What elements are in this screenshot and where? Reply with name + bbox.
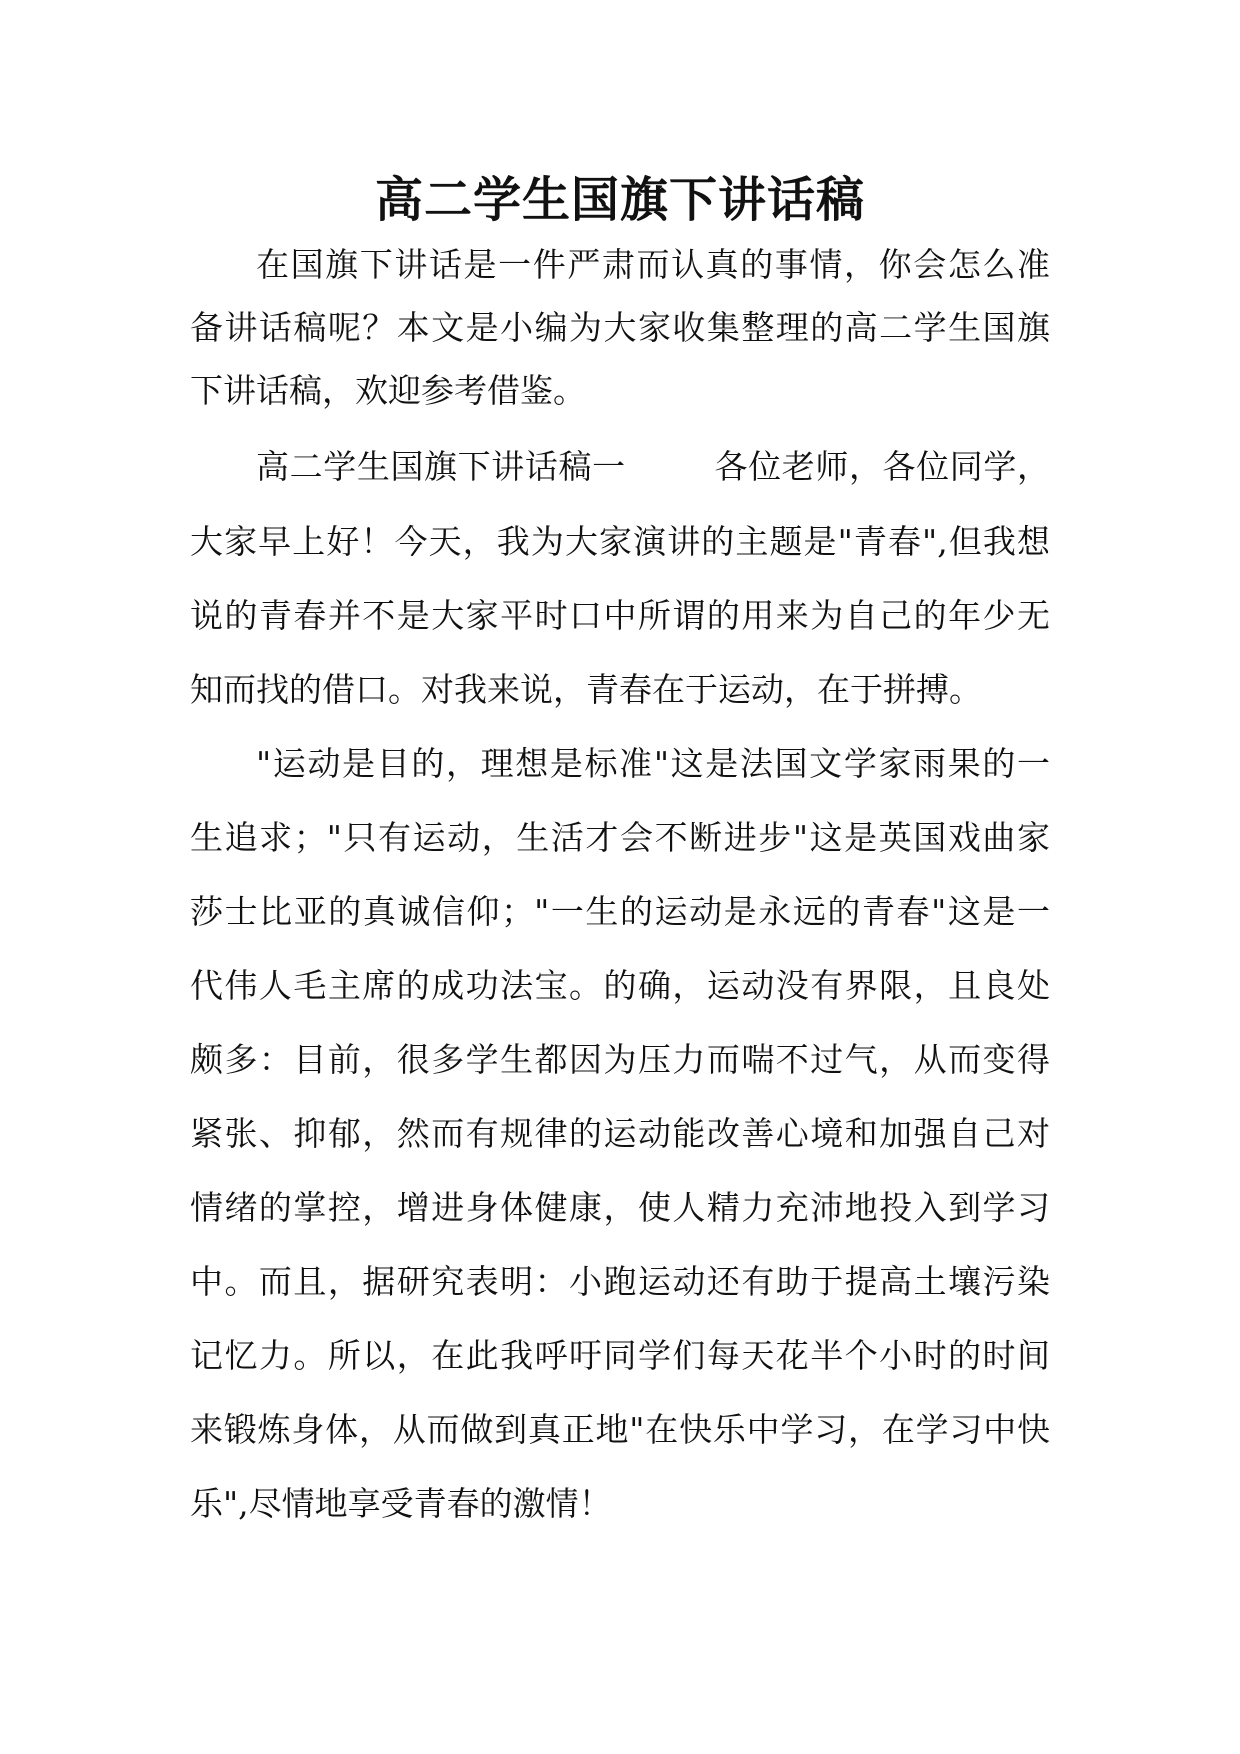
paragraph-2-line-2: 大家早上好！今天，我为大家演讲的主题是"青春",但我想 [190,522,1050,561]
paragraph-2-line-1: 高二学生国旗下讲话稿一 各位老师，各位同学， [256,447,1050,486]
paragraph-2-line-3: 说的青春并不是大家平时口中所谓的用来为自己的年少无 [190,596,1050,635]
paragraph-3-line-6: 紧张、抑郁，然而有规律的运动能改善心境和加强自己对 [190,1114,1050,1153]
paragraph-3-line-5: 颇多：目前，很多学生都因为压力而喘不过气，从而变得 [190,1040,1050,1079]
paragraph-3-line-9: 记忆力。所以，在此我呼吁同学们每天花半个小时的时间 [190,1336,1050,1375]
paragraph-3-line-10: 来锻炼身体，从而做到真正地"在快乐中学习，在学习中快 [190,1410,1050,1449]
paragraph-1-line-3: 下讲话稿，欢迎参考借鉴。 [190,371,586,410]
paragraph-3-line-4: 代伟人毛主席的成功法宝。的确，运动没有界限，且良处 [190,966,1050,1005]
paragraph-2-line-4: 知而找的借口。对我来说，青春在于运动，在于拼搏。 [190,670,982,709]
paragraph-3-line-7: 情绪的掌控，增进身体健康，使人精力充沛地投入到学习 [190,1188,1050,1227]
paragraph-1-line-2: 备讲话稿呢？本文是小编为大家收集整理的高二学生国旗 [190,308,1050,347]
paragraph-1-line-1: 在国旗下讲话是一件严肃而认真的事情，你会怎么准 [256,245,1050,284]
document-title: 高二学生国旗下讲话稿 [374,172,865,228]
paragraph-3-line-11: 乐",尽情地享受青春的激情！ [190,1484,612,1523]
paragraph-3-line-2: 生追求；"只有运动，生活才会不断进步"这是英国戏曲家 [190,818,1050,857]
paragraph-3-line-1: "运动是目的，理想是标准"这是法国文学家雨果的一 [256,744,1050,783]
paragraph-3-line-3: 莎士比亚的真诚信仰；"一生的运动是永远的青春"这是一 [190,892,1050,931]
paragraph-3-line-8: 中。而且，据研究表明：小跑运动还有助于提高土壤污染 [190,1262,1050,1301]
